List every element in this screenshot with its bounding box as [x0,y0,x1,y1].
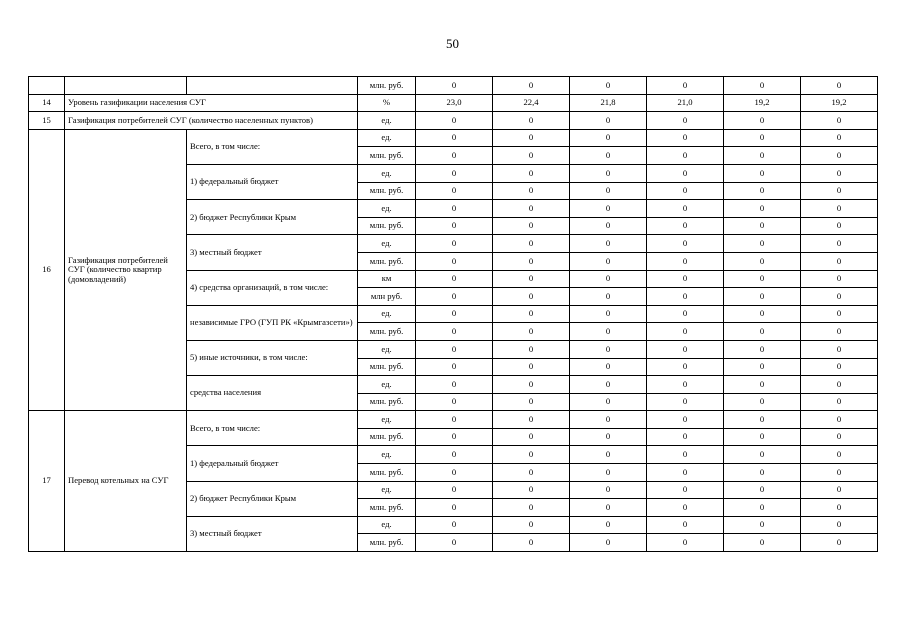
value-cell: 0 [493,182,570,200]
unit-cell: ед. [358,376,416,394]
unit-cell: ед. [358,481,416,499]
value-cell: 0 [724,481,801,499]
value-cell: 0 [570,376,647,394]
value-cell: 0 [724,129,801,147]
value-cell: 0 [570,270,647,288]
value-cell: 0 [493,358,570,376]
value-cell: 0 [416,147,493,165]
value-cell: 0 [724,323,801,341]
value-cell: 0 [647,411,724,429]
value-cell: 0 [416,305,493,323]
value-cell: 0 [416,252,493,270]
unit-cell: млн. руб. [358,358,416,376]
value-cell: 0 [570,393,647,411]
value-cell: 0 [570,358,647,376]
value-cell: 21,0 [647,94,724,112]
value-cell: 0 [647,464,724,482]
value-cell: 0 [416,129,493,147]
unit-cell: млн руб. [358,288,416,306]
table-body [29,77,878,552]
value-cell: 0 [724,77,801,95]
value-cell: 0 [493,534,570,552]
value-cell: 0 [570,534,647,552]
value-cell: 0 [570,200,647,218]
value-cell: 0 [801,288,878,306]
source-cell: Всего, в том числе: [187,411,358,446]
row-number-cell: 15 [29,112,65,130]
value-cell: 0 [724,393,801,411]
value-cell: 0 [493,516,570,534]
value-cell: 0 [647,481,724,499]
value-cell: 0 [647,217,724,235]
value-cell: 0 [724,358,801,376]
value-cell: 0 [493,393,570,411]
value-cell: 0 [493,235,570,253]
source-cell: 5) иные источники, в том числе: [187,340,358,375]
value-cell: 0 [493,164,570,182]
value-cell: 0 [416,323,493,341]
value-cell: 0 [724,252,801,270]
value-cell: 0 [570,428,647,446]
value-cell: 0 [801,217,878,235]
value-cell: 0 [416,112,493,130]
unit-cell: млн. руб. [358,182,416,200]
value-cell: 0 [801,323,878,341]
value-cell: 0 [493,129,570,147]
value-cell: 0 [724,446,801,464]
unit-cell: млн. руб. [358,323,416,341]
value-cell: 0 [724,217,801,235]
value-cell: 0 [416,393,493,411]
indicator-name-cell [65,77,187,95]
unit-cell: ед. [358,516,416,534]
value-cell: 0 [493,270,570,288]
value-cell: 0 [493,200,570,218]
value-cell: 0 [570,129,647,147]
indicator-name-cell: Газификация потребителей СУГ (количество населенных пунктов) [65,112,358,130]
page-number: 50 [446,36,459,51]
value-cell: 0 [647,340,724,358]
value-cell: 0 [416,411,493,429]
value-cell: 0 [724,499,801,517]
unit-cell: млн. руб. [358,534,416,552]
value-cell: 0 [493,217,570,235]
table-row [29,112,878,130]
value-cell: 0 [493,499,570,517]
value-cell: 0 [724,200,801,218]
unit-cell: млн. руб. [358,464,416,482]
unit-cell: млн. руб. [358,217,416,235]
source-cell: 4) средства организаций, в том числе: [187,270,358,305]
value-cell: 0 [570,164,647,182]
value-cell: 0 [801,534,878,552]
value-cell: 0 [724,376,801,394]
value-cell: 23,0 [416,94,493,112]
value-cell: 0 [570,481,647,499]
unit-cell: млн. руб. [358,252,416,270]
unit-cell: % [358,94,416,112]
value-cell: 0 [416,481,493,499]
value-cell: 0 [647,129,724,147]
source-cell: 3) местный бюджет [187,235,358,270]
value-cell: 0 [493,464,570,482]
value-cell: 0 [724,340,801,358]
value-cell: 0 [724,464,801,482]
unit-cell: ед. [358,129,416,147]
table-row [29,94,878,112]
value-cell: 0 [416,200,493,218]
indicator-name-cell: Уровень газификации населения СУГ [65,94,358,112]
source-cell: 2) бюджет Республики Крым [187,200,358,235]
table-row [29,77,878,95]
value-cell: 0 [493,446,570,464]
value-cell: 0 [647,200,724,218]
value-cell: 0 [570,323,647,341]
unit-cell: млн. руб. [358,147,416,165]
value-cell: 0 [647,428,724,446]
value-cell: 0 [570,288,647,306]
value-cell: 0 [493,112,570,130]
unit-cell: ед. [358,235,416,253]
value-cell: 0 [493,323,570,341]
indicator-name-cell: Перевод котельных на СУГ [65,411,187,552]
source-cell: 1) федеральный бюджет [187,164,358,199]
value-cell: 0 [724,305,801,323]
value-cell: 0 [724,147,801,165]
value-cell: 0 [647,288,724,306]
value-cell: 0 [801,446,878,464]
value-cell: 0 [416,534,493,552]
value-cell: 0 [416,499,493,517]
value-cell: 0 [801,147,878,165]
value-cell: 0 [647,182,724,200]
unit-cell: ед. [358,112,416,130]
unit-cell: млн. руб. [358,499,416,517]
value-cell: 0 [801,516,878,534]
value-cell: 0 [493,428,570,446]
row-number-cell: 14 [29,94,65,112]
value-cell: 0 [724,411,801,429]
value-cell: 0 [647,446,724,464]
value-cell: 0 [724,270,801,288]
value-cell: 0 [647,164,724,182]
value-cell: 0 [416,270,493,288]
value-cell: 0 [570,112,647,130]
value-cell: 0 [416,288,493,306]
value-cell: 0 [724,516,801,534]
value-cell: 0 [801,481,878,499]
value-cell: 0 [416,358,493,376]
value-cell: 0 [416,376,493,394]
value-cell: 0 [801,358,878,376]
value-cell: 0 [493,288,570,306]
value-cell: 0 [493,147,570,165]
value-cell: 0 [801,376,878,394]
value-cell: 0 [647,499,724,517]
unit-cell: ед. [358,446,416,464]
value-cell: 0 [724,164,801,182]
value-cell: 0 [416,340,493,358]
value-cell: 0 [416,235,493,253]
value-cell: 19,2 [801,94,878,112]
value-cell: 0 [801,464,878,482]
source-cell [187,77,358,95]
value-cell: 19,2 [724,94,801,112]
unit-cell: ед. [358,411,416,429]
value-cell: 0 [647,376,724,394]
source-cell: Всего, в том числе: [187,129,358,164]
value-cell: 0 [801,129,878,147]
value-cell: 0 [801,182,878,200]
value-cell: 0 [570,411,647,429]
value-cell: 0 [724,112,801,130]
value-cell: 0 [647,112,724,130]
value-cell: 22,4 [493,94,570,112]
value-cell: 0 [801,112,878,130]
unit-cell: ед. [358,305,416,323]
value-cell: 0 [801,428,878,446]
value-cell: 0 [801,499,878,517]
unit-cell: млн. руб. [358,77,416,95]
value-cell: 0 [647,270,724,288]
value-cell: 0 [724,288,801,306]
value-cell: 0 [416,446,493,464]
data-table [28,76,878,552]
table-row [29,411,878,429]
value-cell: 0 [570,464,647,482]
value-cell: 0 [416,516,493,534]
row-number-cell [29,77,65,95]
value-cell: 0 [570,252,647,270]
value-cell: 0 [416,464,493,482]
value-cell: 0 [801,200,878,218]
source-cell: 2) бюджет Республики Крым [187,481,358,516]
unit-cell: млн. руб. [358,428,416,446]
value-cell: 0 [801,411,878,429]
value-cell: 0 [570,235,647,253]
value-cell: 0 [570,217,647,235]
value-cell: 0 [493,77,570,95]
value-cell: 0 [647,393,724,411]
value-cell: 0 [801,77,878,95]
value-cell: 0 [493,305,570,323]
value-cell: 0 [493,376,570,394]
value-cell: 0 [801,305,878,323]
value-cell: 0 [647,235,724,253]
value-cell: 0 [724,534,801,552]
value-cell: 0 [801,164,878,182]
value-cell: 0 [570,147,647,165]
value-cell: 0 [801,252,878,270]
value-cell: 0 [493,340,570,358]
unit-cell: ед. [358,200,416,218]
value-cell: 0 [724,235,801,253]
value-cell: 0 [647,323,724,341]
row-number-cell: 16 [29,129,65,411]
source-cell: 1) федеральный бюджет [187,446,358,481]
value-cell: 0 [570,499,647,517]
value-cell: 21,8 [570,94,647,112]
value-cell: 0 [416,182,493,200]
value-cell: 0 [647,77,724,95]
value-cell: 0 [647,358,724,376]
value-cell: 0 [416,77,493,95]
table-row [29,129,878,147]
value-cell: 0 [493,481,570,499]
value-cell: 0 [801,270,878,288]
value-cell: 0 [416,217,493,235]
unit-cell: ед. [358,340,416,358]
value-cell: 0 [801,340,878,358]
value-cell: 0 [647,534,724,552]
unit-cell: млн. руб. [358,393,416,411]
source-cell: средства населения [187,376,358,411]
value-cell: 0 [416,428,493,446]
value-cell: 0 [570,182,647,200]
value-cell: 0 [801,235,878,253]
unit-cell: ед. [358,164,416,182]
value-cell: 0 [647,305,724,323]
source-cell: независимые ГРО (ГУП РК «Крымгазсети») [187,305,358,340]
value-cell: 0 [724,182,801,200]
value-cell: 0 [570,340,647,358]
value-cell: 0 [570,516,647,534]
row-number-cell: 17 [29,411,65,552]
value-cell: 0 [493,411,570,429]
value-cell: 0 [801,393,878,411]
unit-cell: км [358,270,416,288]
value-cell: 0 [570,305,647,323]
source-cell: 3) местный бюджет [187,516,358,551]
value-cell: 0 [493,252,570,270]
value-cell: 0 [724,428,801,446]
value-cell: 0 [647,516,724,534]
indicator-name-cell: Газификация потребителей СУГ (количество квартир (домовладений) [65,129,187,411]
value-cell: 0 [416,164,493,182]
value-cell: 0 [647,147,724,165]
value-cell: 0 [570,446,647,464]
value-cell: 0 [647,252,724,270]
value-cell: 0 [570,77,647,95]
